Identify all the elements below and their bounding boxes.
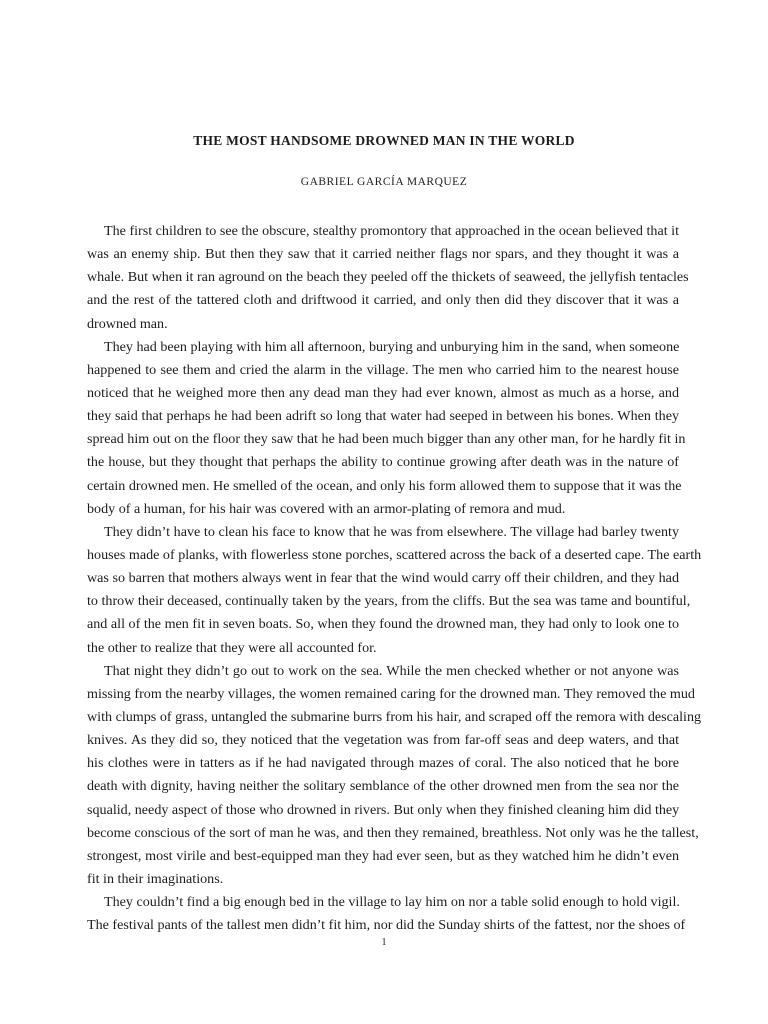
paragraph-line: The festival pants of the tallest men didn’t fit him, nor did the Sunday shirts of the fattest, nor the shoes of <box>87 917 686 934</box>
paragraph-line: his clothes were in tatters as if he had navigated through mazes of coral. The also noticed that he bore <box>87 755 679 772</box>
paragraph-line: happened to see them and cried the alarm in the village. The men who carried him to the nearest house <box>87 361 679 378</box>
document-author: GABRIEL GARCÍA MARQUEZ <box>300 176 468 188</box>
paragraph <box>87 521 702 660</box>
paragraph-line: and all of the men fit in seven boats. So, when they found the drowned man, they had only to look one to <box>87 616 679 633</box>
paragraph-line: squalid, needy aspect of those who drowned in rivers. But only when they finished cleaning him did they <box>87 801 680 818</box>
paragraph-line: was an enemy ship. But then they saw that it carried neither flags nor spars, and they thought it was a <box>87 246 679 263</box>
paragraph-line: They couldn’t find a big enough bed in the village to lay him on nor a table solid enough to hold vigil. <box>104 894 680 911</box>
paragraph <box>87 891 686 937</box>
paragraph-line: death with dignity, having neither the solitary semblance of the other drowned men from the sea nor the <box>87 778 679 795</box>
paragraph <box>87 220 689 336</box>
paragraph <box>87 660 702 891</box>
paragraph-line: and the rest of the tattered cloth and driftwood it carried, and only then did they discover that it was a <box>87 292 679 309</box>
paragraph-line: the other to realize that they were all accounted for. <box>87 639 377 656</box>
paragraph-line: with clumps of grass, untangled the submarine burrs from his hair, and scraped off the remora with descaling <box>87 708 702 725</box>
page-number: 1 <box>381 937 387 948</box>
paragraph-line: they said that perhaps he had been adrift so long that water had seeped in between his bones. When they <box>87 408 679 425</box>
paragraph-line: They didn’t have to clean his face to know that he was from elsewhere. The village had barley twenty <box>104 523 679 540</box>
paragraph-line: They had been playing with him all afternoon, burying and unburying him in the sand, when someone <box>104 338 680 355</box>
paragraph-line: noticed that he weighed more then any dead man they had ever known, almost as much as a horse, and <box>87 384 679 401</box>
document-body <box>87 220 702 937</box>
paragraph-line: the house, but they thought that perhaps the ability to continue growing after death was in the nature of <box>87 454 679 471</box>
paragraph-line: drowned man. <box>87 315 168 332</box>
paragraph-line: knives. As they did so, they noticed that the vegetation was from far-off seas and deep waters, and that <box>87 732 679 749</box>
paragraph-line: to throw their deceased, continually taken by the years, from the cliffs. But the sea was tame and bountiful, <box>87 593 691 610</box>
paragraph-line: missing from the nearby villages, the women remained caring for the drowned man. They removed the mud <box>87 685 695 702</box>
paragraph-line: certain drowned men. He smelled of the ocean, and only his form allowed them to suppose that it was the <box>87 477 682 494</box>
paragraph-line: body of a human, for his hair was covered with an armor-plating of remora and mud. <box>87 500 566 517</box>
paragraph-line: That night they didn’t go out to work on the sea. While the men checked whether or not anyone was <box>104 662 679 679</box>
paragraph-line: whale. But when it ran aground on the beach they peeled off the thickets of seaweed, the jellyfish tentacles <box>87 269 689 286</box>
paragraph-line: houses made of planks, with flowerless stone porches, scattered across the back of a deserted cape. The earth <box>87 546 702 563</box>
document-title: THE MOST HANDSOME DROWNED MAN IN THE WORLD <box>193 133 575 148</box>
paragraph-line: The first children to see the obscure, stealthy promontory that approached in the ocean believed that it <box>104 223 679 239</box>
paragraph-line: fit in their imaginations. <box>87 870 224 887</box>
paragraph <box>87 336 686 521</box>
paragraph-line: was so barren that mothers always went in fear that the wind would carry off their children, and they had <box>87 570 679 587</box>
paragraph-line: become conscious of the sort of man he was, and then they remained, breathless. Not only was he the tallest, <box>87 824 699 841</box>
paragraph-line: spread him out on the floor they saw that he had been much bigger than any other man, for he hardly fit in <box>87 431 686 448</box>
paragraph-line: strongest, most virile and best-equipped man they had ever seen, but as they watched him he didn’t even <box>87 847 679 864</box>
